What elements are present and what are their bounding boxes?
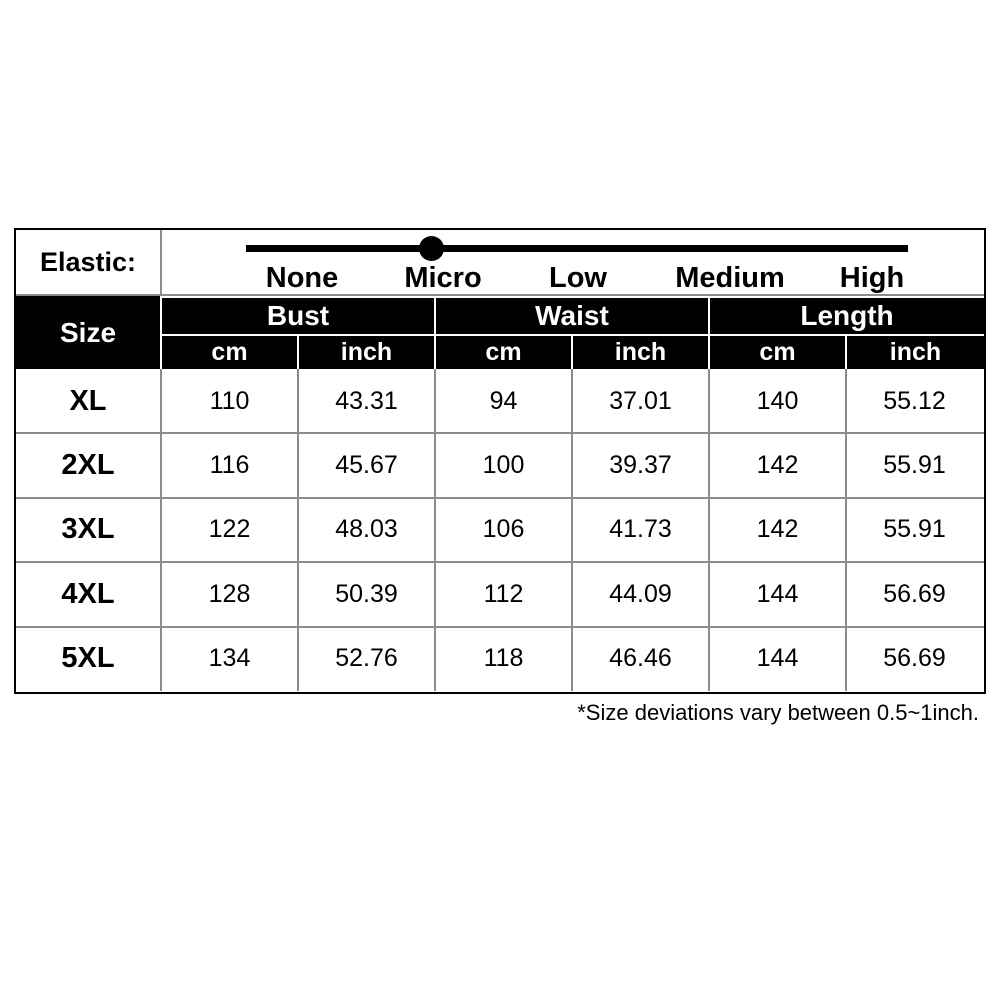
- measurement-cell-waist-cm: 94: [489, 386, 518, 415]
- elastic-scale-line: [246, 245, 908, 252]
- size-label: XL: [69, 384, 107, 417]
- elastic-level-micro: Micro: [404, 262, 482, 294]
- measurement-cell-waist-cm: 100: [482, 451, 525, 480]
- measurement-cell-bust-inch: 43.31: [335, 386, 398, 415]
- unit-header-length-inch: inch: [847, 336, 984, 369]
- elastic-level-high: High: [839, 262, 905, 294]
- measurement-cell-length-inch: 56.69: [883, 644, 946, 673]
- measurement-cell-length-cm: 144: [756, 579, 799, 608]
- measurement-cell-bust-cm: 134: [208, 644, 251, 673]
- elastic-level-medium: Medium: [675, 262, 785, 294]
- group-header-waist: Waist: [436, 298, 708, 334]
- measurement-cell-length-cm: 140: [756, 386, 799, 415]
- measurement-cell-bust-cm: 128: [208, 579, 251, 608]
- measurement-cell-bust-cm: 110: [209, 386, 250, 415]
- unit-header-length-cm: cm: [710, 336, 845, 369]
- measurement-cell-bust-inch: 48.03: [335, 515, 398, 544]
- elastic-label: Elastic:: [16, 230, 162, 296]
- size-footnote: *Size deviations vary between 0.5~1inch.: [577, 700, 979, 725]
- measurement-cell-waist-cm: 112: [483, 579, 524, 608]
- size-label: 5XL: [61, 642, 115, 675]
- size-chart: [14, 228, 986, 694]
- size-label: 4XL: [61, 577, 115, 610]
- elastic-level-none: None: [265, 262, 339, 294]
- measurement-cell-length-inch: 55.91: [883, 451, 946, 480]
- measurement-cell-length-inch: 55.91: [883, 515, 946, 544]
- elastic-scale: [162, 230, 984, 296]
- unit-header-bust-cm: cm: [162, 336, 297, 369]
- elastic-scale-marker: [419, 236, 444, 261]
- measurement-cell-length-cm: 142: [756, 515, 799, 544]
- measurement-cell-bust-cm: 122: [208, 515, 251, 544]
- unit-header-bust-inch: inch: [299, 336, 434, 369]
- measurement-cell-waist-cm: 118: [483, 644, 524, 673]
- group-header-bust: Bust: [162, 298, 434, 334]
- measurement-cell-bust-inch: 50.39: [335, 579, 398, 608]
- measurement-cell-length-cm: 144: [756, 644, 799, 673]
- size-header: Size: [16, 296, 160, 369]
- size-label: 2XL: [61, 449, 115, 482]
- measurement-cell-bust-inch: 52.76: [335, 644, 398, 673]
- measurement-cell-length-cm: 142: [756, 451, 799, 480]
- measurement-cell-length-inch: 55.12: [883, 386, 946, 415]
- size-label: 3XL: [61, 513, 115, 546]
- measurement-cell-waist-inch: 37.01: [609, 386, 672, 415]
- measurement-cell-waist-inch: 46.46: [609, 644, 672, 673]
- measurement-cell-waist-inch: 39.37: [609, 451, 672, 480]
- measurement-cell-bust-inch: 45.67: [335, 451, 398, 480]
- measurement-cell-bust-cm: 116: [209, 451, 250, 480]
- measurement-cell-waist-inch: 41.73: [609, 515, 672, 544]
- elastic-level-low: Low: [549, 262, 607, 294]
- unit-header-waist-inch: inch: [573, 336, 708, 369]
- group-header-length: Length: [710, 298, 984, 334]
- unit-header-waist-cm: cm: [436, 336, 571, 369]
- measurement-cell-waist-cm: 106: [482, 515, 525, 544]
- measurement-cell-length-inch: 56.69: [883, 579, 946, 608]
- measurement-cell-waist-inch: 44.09: [609, 579, 672, 608]
